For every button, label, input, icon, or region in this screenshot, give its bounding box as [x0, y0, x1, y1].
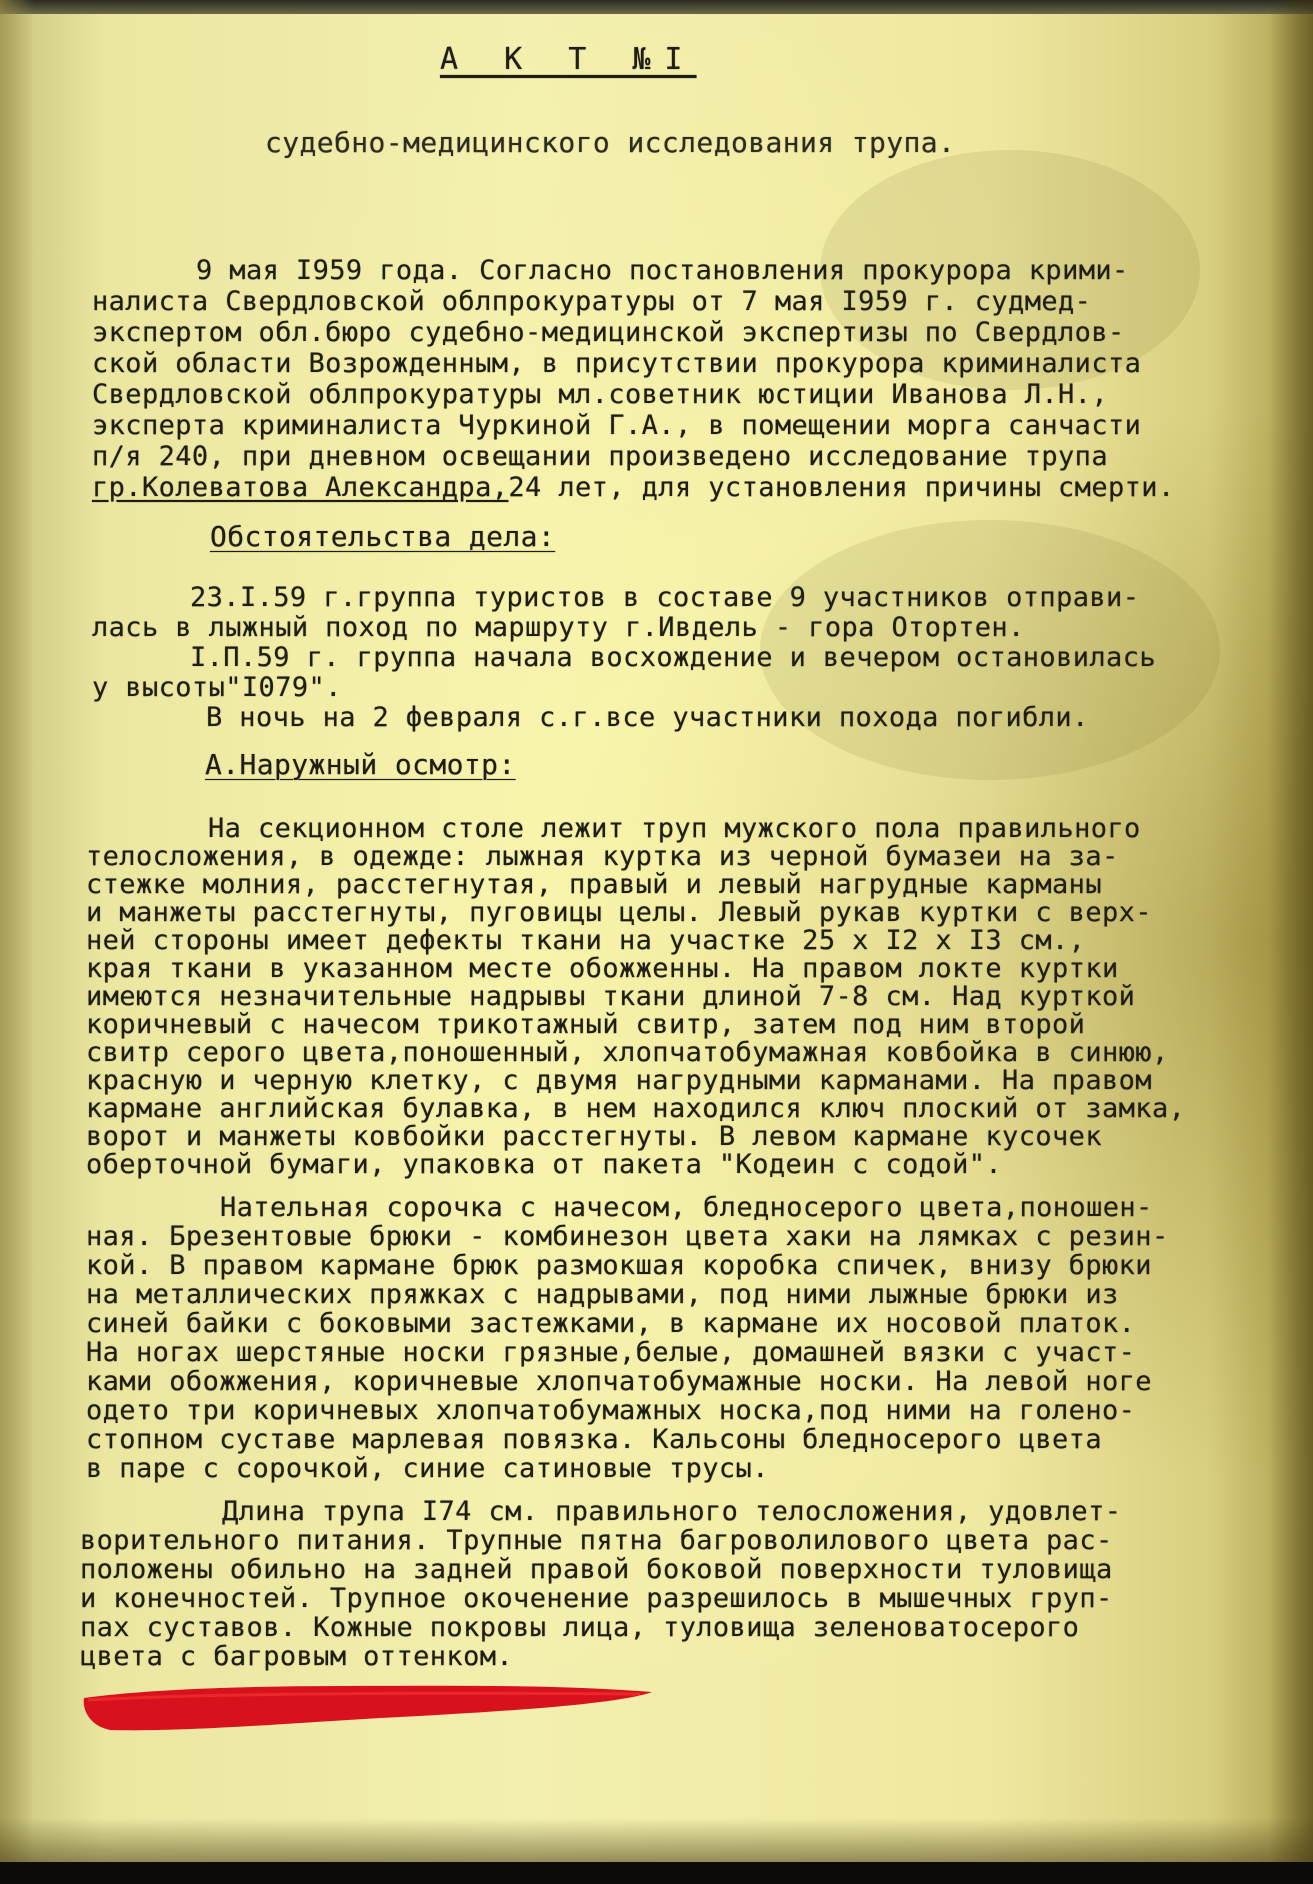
external-line: телосложения, в одежде: лыжная куртка из черной бумазеи на за- — [86, 841, 1119, 872]
document-subtitle: судебно-медицинского исследования трупа. — [265, 126, 956, 159]
red-marker-stroke — [80, 1676, 660, 1736]
external-line: На ногах шерстяные носки грязные,белые, домашней вязки с участ- — [86, 1337, 1136, 1368]
section-heading-circumstances: Обстоятельства дела: — [210, 520, 556, 553]
external-line: и манжеты расстегнуты, пуговицы целы. Левый рукав куртки с верх- — [86, 897, 1152, 928]
external-line: положены обильно на задней правой боковой поверхности туловища — [80, 1554, 1113, 1585]
external-line: кой. В правом кармане брюк размокшая коробка спичек, внизу брюки — [86, 1250, 1152, 1281]
scan-right-shadow — [1268, 0, 1313, 1862]
external-line: на металлических пряжках с надрывами, под ними лыжные брюки из — [86, 1279, 1119, 1310]
intro-line-rest: 24 лет, для установления причины смерти. — [508, 472, 1175, 503]
external-line: цвета с багровым оттенком. — [80, 1641, 514, 1672]
external-line: Длина трупа I74 см. правильного телосложения, удовлет- — [222, 1496, 1122, 1527]
external-line: в паре с сорочкой, синие сатиновые трусы. — [86, 1453, 769, 1484]
external-line: ней стороны имеет дефекты ткани на участке 25 х I2 х I3 см., — [86, 925, 1086, 956]
external-line: ная. Брезентовые брюки - комбинезон цвета хаки на лямках с резин- — [86, 1221, 1169, 1252]
external-line: коричневый с начесом трикотажный свитр, затем под ним второй — [86, 1009, 1086, 1040]
document-title: А К Т №I — [440, 42, 697, 77]
external-line: стежке молния, расстегнутая, правый и левый нагрудные карманы — [86, 869, 1102, 900]
scan-bottom-edge — [0, 1862, 1313, 1884]
section-heading-external: А.Наружный осмотр: — [205, 748, 516, 781]
circumstances-line: у высоты"I079". — [92, 672, 342, 703]
victim-name: гр.Колеватова Александра, — [92, 472, 509, 503]
external-line: имеются незначительные надрывы ткани длиной 7-8 см. Над курткой — [86, 981, 1136, 1012]
circumstances-line: лась в лыжный поход по маршруту г.Ивдель - гора Отортен. — [92, 612, 1025, 643]
circumstances-line: I.П.59 г. группа начала восхождение и вечером остановилась — [190, 642, 1157, 673]
external-line: и конечностей. Трупное окоченение разрешилось в мышечных груп- — [80, 1583, 1113, 1614]
external-line: ками обожжения, коричневые хлопчатобумажные носки. На левой ноге — [86, 1366, 1152, 1397]
external-line: синей байки с боковыми застежками, в кармане их носовой платок. — [86, 1308, 1136, 1339]
intro-line: эксперта криминалиста Чуркиной Г.А., в помещении морга санчасти — [92, 410, 1142, 441]
circumstances-line: В ночь на 2 февраля с.г.все участники похода погибли. — [206, 702, 1089, 733]
external-line: пах суставов. Кожные покровы лица, туловища зеленоватосерого — [80, 1612, 1080, 1643]
scan-left-shadow — [0, 0, 34, 1862]
external-line: свитр серого цвета,поношенный, хлопчатобумажная ковбойка в синюю, — [86, 1037, 1169, 1068]
external-line: одето три коричневых хлопчатобумажных носка,под ними на голено- — [86, 1395, 1136, 1426]
external-line: кармане английская булавка, в нем находился ключ плоский от замка, — [86, 1093, 1186, 1124]
external-line: Нательная сорочка с начесом, бледносерого цвета,поношен- — [220, 1192, 1153, 1223]
circumstances-line: 23.I.59 г.группа туристов в составе 9 участников отправи- — [190, 582, 1140, 613]
external-line: оберточной бумаги, упаковка от пакета "Кодеин с содой". — [86, 1149, 1003, 1180]
external-line: ворительного питания. Трупные пятна багроволилового цвета рас- — [80, 1525, 1113, 1556]
intro-line: ской области Возрожденным, в присутствии прокурора криминалиста — [92, 348, 1142, 379]
intro-line-last — [92, 472, 1175, 503]
external-line: красную и черную клетку, с двумя нагрудными карманами. На правом — [86, 1065, 1152, 1096]
intro-line: п/я 240, при дневном освещании произведено исследование трупа — [92, 441, 1108, 472]
external-line: ворот и манжеты ковбойки расстегнуты. В левом кармане кусочек — [86, 1121, 1102, 1152]
scan-top-edge — [0, 0, 1313, 14]
scan-bottom-shadow — [0, 1818, 1313, 1862]
intro-line: экспертом обл.бюро судебно-медицинской экспертизы по Свердлов- — [92, 317, 1125, 348]
intro-line: 9 мая I959 года. Согласно постановления прокурора крими- — [196, 255, 1129, 286]
intro-line: Свердловской облпрокуратуры мл.советник юстиции Иванова Л.Н., — [92, 379, 1108, 410]
intro-line: налиста Свердловской облпрокуратуры от 7 мая I959 г. судмед- — [92, 286, 1092, 317]
external-line: края ткани в указанном месте обожженны. На правом локте куртки — [86, 953, 1119, 984]
external-line: стопном суставе марлевая повязка. Кальсоны бледносерого цвета — [86, 1424, 1102, 1455]
external-line: На секционном столе лежит труп мужского пола правильного — [208, 813, 1141, 844]
